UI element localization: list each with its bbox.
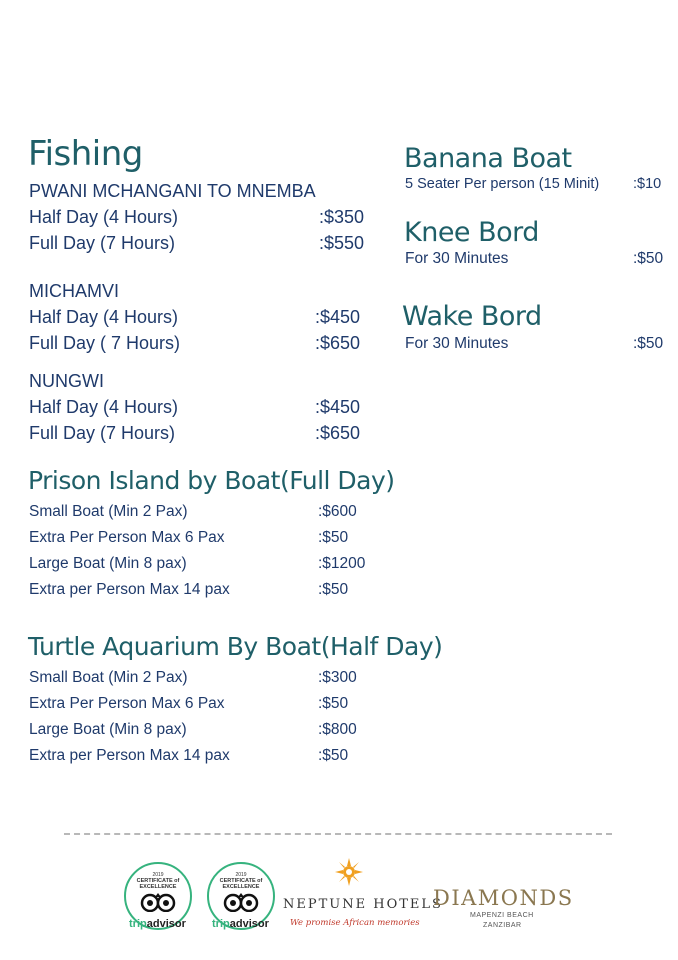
row-label: Full Day (7 Hours)	[29, 423, 176, 443]
banana-label: 5 Seater Per person (15 Minit)	[405, 176, 600, 192]
row-label: Half Day (4 Hours)	[29, 207, 179, 227]
row-price: :$50	[318, 695, 349, 712]
sun-icon	[335, 858, 363, 886]
row-label: Extra per Person Max 14 pax	[29, 747, 230, 764]
knee-title: Knee Bord	[404, 217, 539, 248]
row-price: :$650	[315, 333, 361, 353]
row-label: Half Day (4 Hours)	[29, 307, 179, 327]
row-label: Small Boat (Min 2 Pax)	[29, 669, 188, 686]
row-label: Large Boat (Min 8 pax)	[29, 555, 187, 572]
diamonds-sub-line1: MAPENZI BEACH	[470, 912, 534, 919]
row-price: :$1200	[318, 555, 366, 572]
banana-price: :$10	[633, 176, 662, 192]
row-label: Half Day (4 Hours)	[29, 397, 179, 417]
wake-title: Wake Bord	[402, 301, 542, 332]
neptune-hotels-logo: NEPTUNE HOTELS	[283, 897, 443, 912]
row-price: :$50	[318, 529, 349, 546]
section-title-nungwi: NUNGWI	[29, 371, 104, 391]
badge-year: 2019	[152, 872, 164, 878]
badge-cert-line2: EXCELLENCE	[222, 884, 260, 890]
row-price: :$800	[318, 721, 357, 738]
tripadvisor-word-a: trip	[212, 918, 230, 930]
row-price: :$550	[319, 233, 365, 253]
dashed-divider	[64, 833, 612, 835]
banana-title: Banana Boat	[404, 143, 572, 174]
row-price: :$650	[315, 423, 361, 443]
tripadvisor-wordmark	[212, 918, 269, 930]
wake-price: :$50	[633, 335, 664, 352]
row-label: Extra Per Person Max 6 Pax	[29, 695, 225, 712]
badge-cert-line1: CERTIFICATE of	[136, 878, 180, 884]
row-label: Large Boat (Min 8 pax)	[29, 721, 187, 738]
tripadvisor-word-b: advisor	[146, 918, 186, 930]
row-price: :$350	[319, 207, 365, 227]
diamonds-sub-line2: ZANZIBAR	[483, 922, 522, 929]
badge-year: 2019	[235, 872, 247, 878]
row-label: Full Day (7 Hours)	[29, 233, 176, 253]
wake-label: For 30 Minutes	[405, 335, 509, 352]
row-price: :$50	[318, 581, 349, 598]
tripadvisor-wordmark	[129, 918, 186, 930]
section-title-michamvi: MICHAMVI	[29, 281, 119, 301]
owl-icon	[140, 892, 176, 912]
fishing-title: Fishing	[28, 134, 143, 174]
badge-cert-line1: CERTIFICATE of	[219, 878, 263, 884]
row-price: :$450	[315, 307, 361, 327]
diamonds-logo: DIAMONDS	[433, 886, 574, 910]
owl-icon	[223, 892, 259, 912]
row-price: :$300	[318, 669, 357, 686]
row-price: :$50	[318, 747, 349, 764]
knee-price: :$50	[633, 250, 664, 267]
section-title-pwani: PWANI MCHANGANI TO MNEMBA	[29, 181, 316, 201]
row-label: Extra Per Person Max 6 Pax	[29, 529, 225, 546]
row-label: Extra per Person Max 14 pax	[29, 581, 230, 598]
row-label: Full Day ( 7 Hours)	[29, 333, 181, 353]
row-price: :$450	[315, 397, 361, 417]
neptune-tagline: We promise African memories	[290, 918, 420, 928]
badge-cert-line2: EXCELLENCE	[139, 884, 177, 890]
row-label: Small Boat (Min 2 Pax)	[29, 503, 188, 520]
tripadvisor-word-a: trip	[129, 918, 147, 930]
prison-title: Prison Island by Boat(Full Day)	[28, 466, 395, 495]
knee-label: For 30 Minutes	[405, 250, 509, 267]
row-price: :$600	[318, 503, 357, 520]
turtle-title: Turtle Aquarium By Boat(Half Day)	[28, 632, 443, 661]
tripadvisor-word-b: advisor	[229, 918, 269, 930]
